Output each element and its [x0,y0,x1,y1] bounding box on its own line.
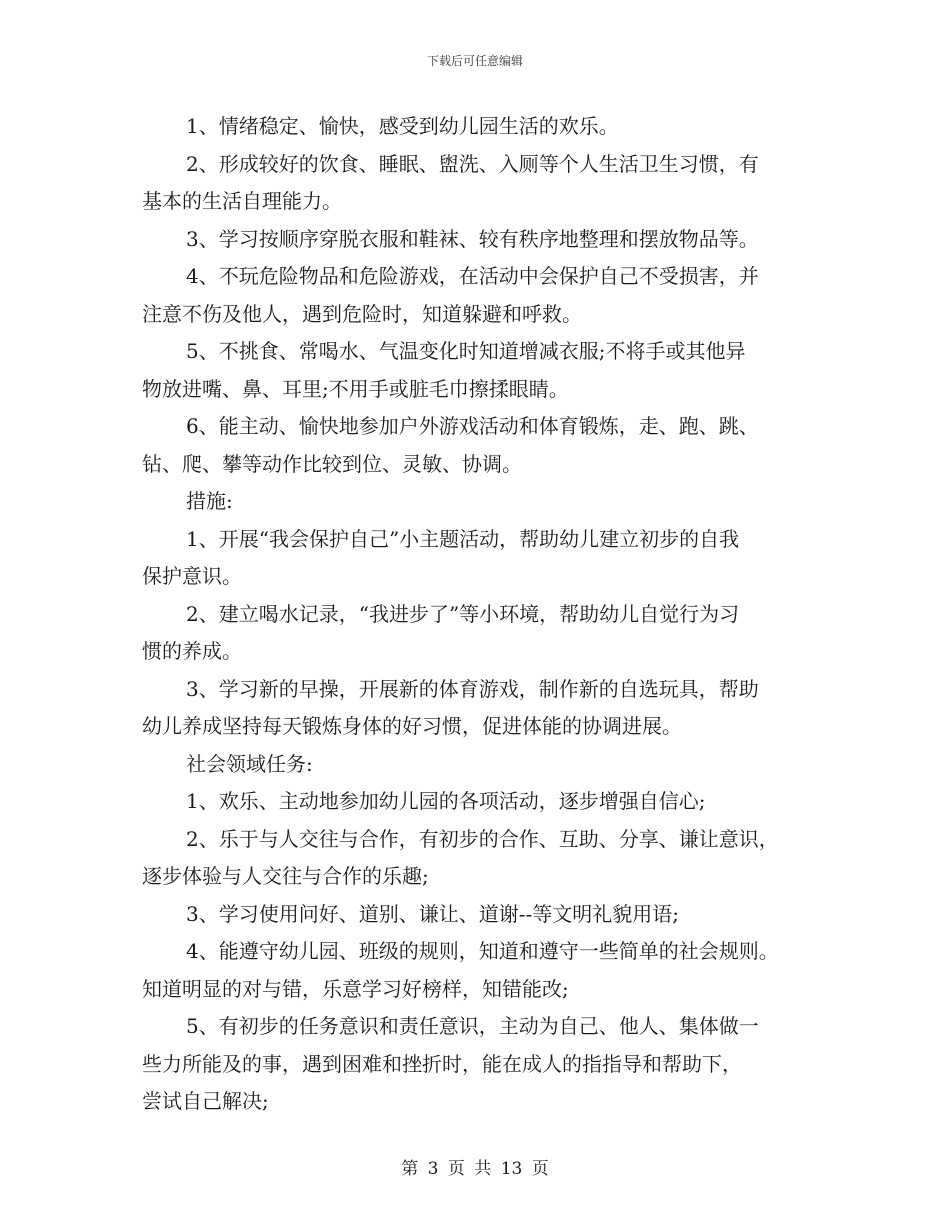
text-line: 1、开展“我会保护自己”小主题活动，帮助幼儿建立初步的自我 [186,526,740,551]
document-body [142,108,822,1121]
text-line: 知道明显的对与错，乐意学习好榜样，知错能改; [142,976,569,1001]
page-number: 第 3 页 共 13 页 [401,1159,549,1179]
text-line: 3、学习使用问好、道别、谦让、道谢--等文明礼貌用语; [186,901,679,926]
text-line: 保护意识。 [142,564,242,588]
text-line: 3、学习新的早操，开展新的体育游戏，制作新的自选玩具，帮助 [186,676,759,701]
text-line: 物放进嘴、鼻、耳里;不用手或脏毛巾擦揉眼睛。 [142,376,569,401]
text-line: 逐步体验与人交往与合作的乐趣; [142,864,429,888]
page-header: 下载后可任意编辑 [426,54,523,68]
text-line: 注意不伤及他人，遇到危险时，知道躲避和呼救。 [142,301,582,326]
text-line: 基本的生活自理能力。 [142,189,342,213]
text-line: 4、不玩危险物品和危险游戏，在活动中会保护自己不受损害，并 [186,264,759,288]
text-line: 2、建立喝水记录，“我进步了”等小环境，帮助幼儿自觉行为习 [186,601,740,626]
text-line: 幼儿养成坚持每天锻炼身体的好习惯，促进体能的协调进展。 [142,714,682,738]
text-line: 6、能主动、愉快地参加户外游戏活动和体育锻炼，走、跑、跳、 [186,414,759,438]
text-line: 社会领域任务: [186,751,313,776]
text-line: 1、欢乐、主动地参加幼儿园的各项活动，逐步增强自信心; [186,789,706,813]
text-line: 尝试自己解决; [142,1089,269,1113]
text-line: 钻、爬、攀等动作比较到位、灵敏、协调。 [142,451,522,476]
text-line: 惯的养成。 [142,639,242,663]
text-line: 2、形成较好的饮食、睡眠、盥洗、入厕等个人生活卫生习惯，有 [186,151,759,176]
text-line: 4、能遵守幼儿园、班级的规则，知道和遵守一些简单的社会规则。 [186,939,779,963]
text-line: 2、乐于与人交往与合作，有初步的合作、互助、分享、谦让意识， [186,826,779,851]
text-line: 5、有初步的任务意识和责任意识，主动为自己、他人、集体做一 [186,1014,759,1038]
text-line: 1、情绪稳定、愉快，感受到幼儿园生活的欢乐。 [186,114,619,138]
text-line: 措施: [186,489,233,513]
text-line: 5、不挑食、常喝水、气温变化时知道增减衣服;不将手或其他异 [186,339,746,363]
text-line: 3、学习按顺序穿脱衣服和鞋袜、较有秩序地整理和摆放物品等。 [186,226,759,251]
text-line: 些力所能及的事，遇到困难和挫折时，能在成人的指指导和帮助下， [142,1051,742,1076]
